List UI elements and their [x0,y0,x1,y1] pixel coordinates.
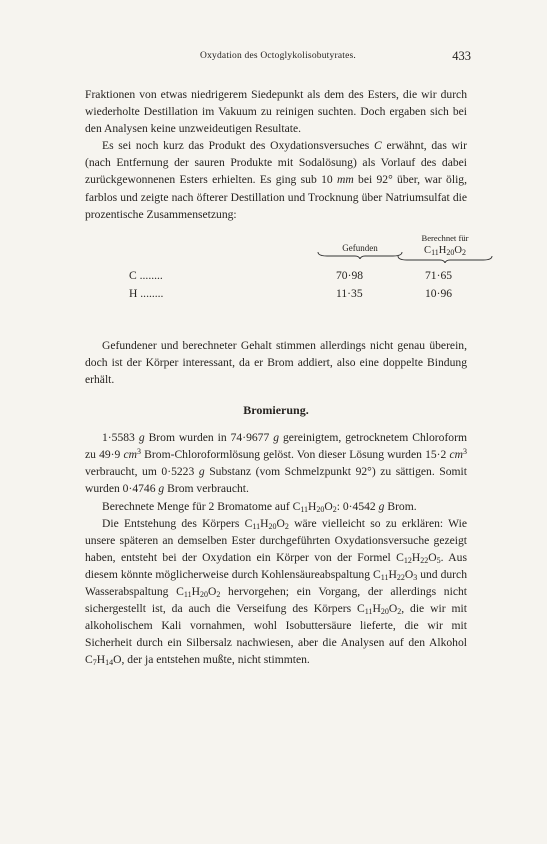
paragraph-fraktionen: Fraktionen von etwas niedrigerem Siedepunkt als dem des Esters, die wir durch wiederholte Destillation im Vakuum zu reinigen suchten. Doch ergaben sich bei den Analysen keine unzweideutigen Resultate. [85,88,467,136]
running-header [88,49,471,67]
section-heading-bromierung: Bromierung. [243,403,309,418]
value-hydrogen-found: 11·35 [336,286,363,300]
row-label-hydrogen: H ........ [129,286,164,300]
page-number: 433 [452,49,471,63]
paragraph-entstehung: Die Entstehung des Körpers $C_{11}H_{20}O_2$ wäre vielleicht so zu erklären: Wie unsere späteren an demselben Ester durchgeführten Oxydationsversuche gezeigt haben, entsteht bei der Oxydation ein Körper von der Formel $C_{12}H_{22}O_5$. Aus diesem könnte möglicherweise durch Kohlensäureabspaltung $C_{11}H_{22}O_3$ und durch Wasserabspaltung $C_{11}H_{20}O_2$ hervorgehen; ein Vorgang, der allerdings nicht sichergestellt ist, da auch die Verseifung des Körpers $C_{11}H_{20}O_2$, die wir mit alkoholischem Kali vornahmen, wohl Isobuttersäure lieferte, die wir mit Sicherheit durch ein Silbersalz nachwiesen, aber die Analysen auf den Alkohol $C_7H_{14}O$, der ja entstehen mußte, nicht stimmten. [85,516,467,668]
paragraph-berechnete-menge: Berechnete Menge für 2 Bromatome auf $C_{11}H_{20}O_2$: 0·4542 g Brom. [102,499,417,514]
column-header-formula: $C_{11}H_{20}O_2$ [424,244,466,257]
paragraph-brom-chloroform: 1·5583 g Brom wurden in 74·9677 g gereinigtem, getrocknetem Chloroform zu 49·9 $cm^3$ Brom-Chloroformlösung gelöst. Von dieser Lösung wurden 15·2 $cm^3$ verbraucht, um 0·5223 g Substanz (vom Schmelzpunkt 92°) zu sättigen. Somit wurden 0·4746 g Brom verbraucht. [85,431,467,496]
brace-gefunden [317,251,403,259]
row-label-carbon: C ........ [129,268,163,282]
running-title: Oxydation des Octoglykolisobutyrates. [200,51,356,61]
value-hydrogen-calc: 10·96 [425,286,453,300]
brace-berechnet [397,255,493,263]
column-header-gefunden: Gefunden [342,242,378,253]
value-carbon-calc: 71·65 [425,268,453,282]
paragraph-oxydationsversuch: Es sei noch kurz das Produkt des Oxydationsversuches C erwähnt, das wir (nach Entfernung der sauren Produkte mit Sodalösung) als Vorlauf des dabei zurückgewonnenen Esters erhielten. Es ging sub 10 mm bei 92° über, war ölig, farblos und zeigte nach öfterer Destillation und Trocknung über Natriumsulfat die prozentische Zusammensetzung: [85,139,468,221]
value-carbon-found: 70·98 [336,268,364,282]
column-header-berechnet: Berechnet für [421,232,469,243]
body-text [85,86,467,668]
paragraph-gefundener: Gefundener und berechneter Gehalt stimmen allerdings nicht genau überein, doch ist der Körper interessant, da er Brom addiert, also eine doppelte Bindung erhält. [85,338,467,386]
composition-table [85,227,467,323]
